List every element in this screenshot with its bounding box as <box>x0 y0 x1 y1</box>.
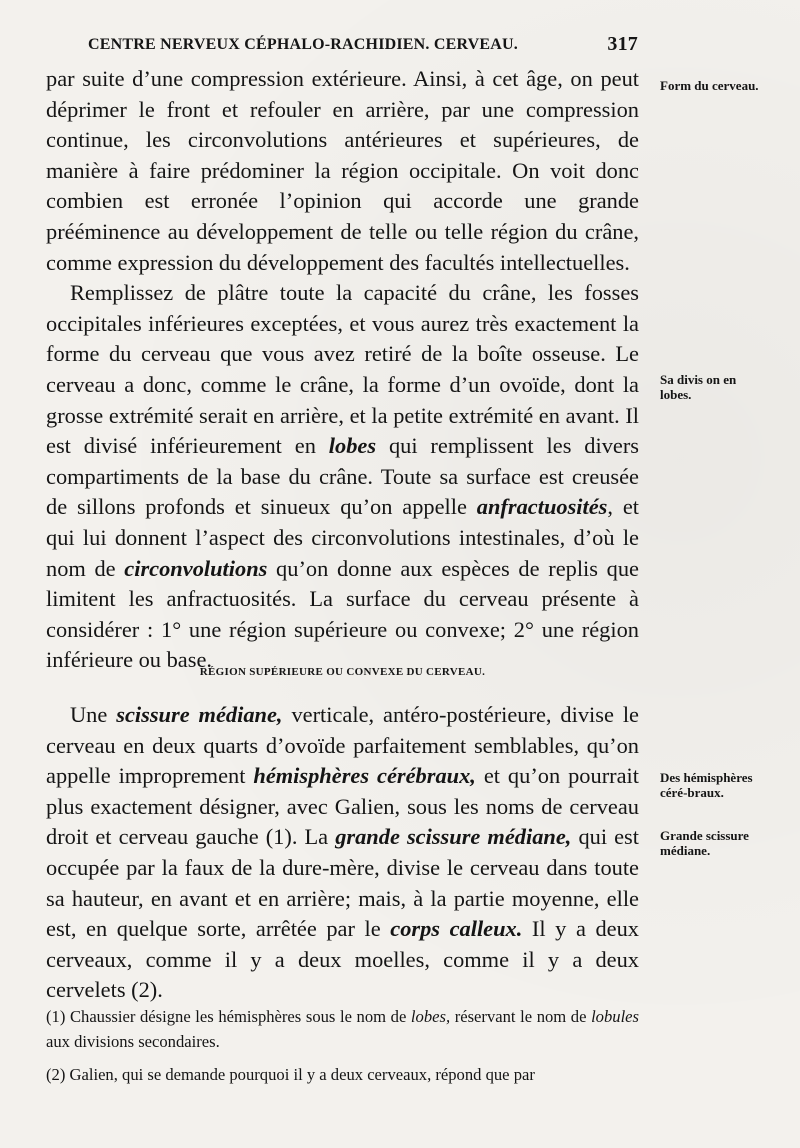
footnote-1-text-b: réservant le nom de <box>450 1007 592 1026</box>
paragraph-2-text-a: Remplissez de plâtre toute la capacité du crâne, les fosses occipitales inférieures exceptées, et vous aurez très exactement la forme du cerveau que vous avez retiré de la boîte osseuse. Le cerveau a donc, comme le crâne, la forme d’un ovoïde, dont la grosse extrémité serait en arrière, et la petite extrémité en avant. Il est divisé inférieurement en <box>46 280 639 459</box>
footnote-1-text-c: aux divisions secondaires. <box>46 1032 220 1051</box>
term-grande-scissure: grande scissure médiane, <box>335 824 572 850</box>
term-lobes: lobes <box>328 433 377 459</box>
paragraph-2-text-c: , et qui lui donnent l’aspect des circonvolutions intestinales, d’où le nom de <box>46 494 639 581</box>
margin-note-grande-scissure: Grande scissure médiane. <box>660 828 749 858</box>
paragraph-2-text-d: qu’on donne aux espèces de replis que limitent les anfractuosités. La surface du cerveau présente à considérer : 1° une région supérieure ou convexe; 2° une région inférieure ou base. <box>46 555 639 673</box>
margin-note-division-lobes: Sa divis on en lobes. <box>660 372 737 402</box>
paragraph-2 <box>46 278 639 676</box>
term-hemispheres: hémisphères cérébraux, <box>253 763 476 789</box>
margin-note-forme: Form du cerveau. <box>660 78 759 93</box>
paragraph-3 <box>46 700 639 1006</box>
paragraph-3-text-b: verticale, antéro-postérieure, divise le cerveau en deux quarts d’ovoïde parfaitement semblables, qu’on appelle improprement <box>46 702 639 789</box>
margin-note-hemispheres: Des hémisphères céré-braux. <box>660 770 753 800</box>
paragraph-1 <box>46 64 639 278</box>
term-scissure-mediane: scissure médiane, <box>116 702 283 727</box>
main-text-2 <box>46 700 639 1006</box>
footnote-2: (2) Galien, qui se demande pourquoi il y a deux cerveaux, répond que par <box>46 1065 535 1084</box>
term-anfractuosites: anfractuosités <box>476 494 608 520</box>
footnote-term-lobules: lobules <box>591 1007 639 1026</box>
paragraph-3-text-a: Une <box>70 702 117 727</box>
running-title: CENTRE NERVEUX CÉPHALO-RACHIDIEN. CERVEAU. <box>88 36 518 53</box>
paragraph-3-text-e: Il y a deux cerveaux, comme il y a deux moelles, comme il y a deux cervelets (2). <box>46 916 639 1003</box>
paragraph-3-text-d: qui est occupée par la faux de la dure-mère, divise le cerveau dans toute sa hauteur, en avant et en arrière; mais, à la partie moyenne, elle est, en quelque sorte, arrêtée par le <box>46 824 639 942</box>
paragraph-3-text-c: et qu’on pourrait plus exactement désigner, avec Galien, sous les noms de cerveau droit et cerveau gauche (1). La <box>46 763 639 850</box>
term-circonvolutions: circonvolutions <box>124 555 268 581</box>
term-corps-calleux: corps calleux. <box>390 916 523 942</box>
paragraph-1-text: par suite d’une compression extérieure. Ainsi, à cet âge, on peut déprimer le front et refouler en arrière, par une compression continue, les circonvolutions antérieures et supérieures, de manière à faire prédominer la région occipitale. On voit donc combien est erronée l’opinion qui accorde une grande prééminence au développement de telle ou telle région du crâne, comme expression du développement des facultés intellectuelles. <box>46 66 639 275</box>
running-head <box>88 33 638 60</box>
footnotes <box>46 1004 639 1087</box>
main-text <box>46 64 639 676</box>
footnote-1 <box>46 1004 639 1054</box>
page-number: 317 <box>607 33 638 55</box>
footnote-1-text-a: (1) Chaussier désigne les hémisphères sous le nom de <box>46 1007 411 1026</box>
section-heading: RÉGION SUPÉRIEURE OU CONVEXE DU CERVEAU. <box>199 666 486 678</box>
footnote-term-lobes: lobes, <box>410 1007 451 1026</box>
bleed-through <box>660 100 663 115</box>
paragraph-2-text-b: qui remplissent les divers compartiments de la base du crâne. Toute sa surface est creusée de sillons profonds et sinueux qu’on appelle <box>46 433 640 520</box>
